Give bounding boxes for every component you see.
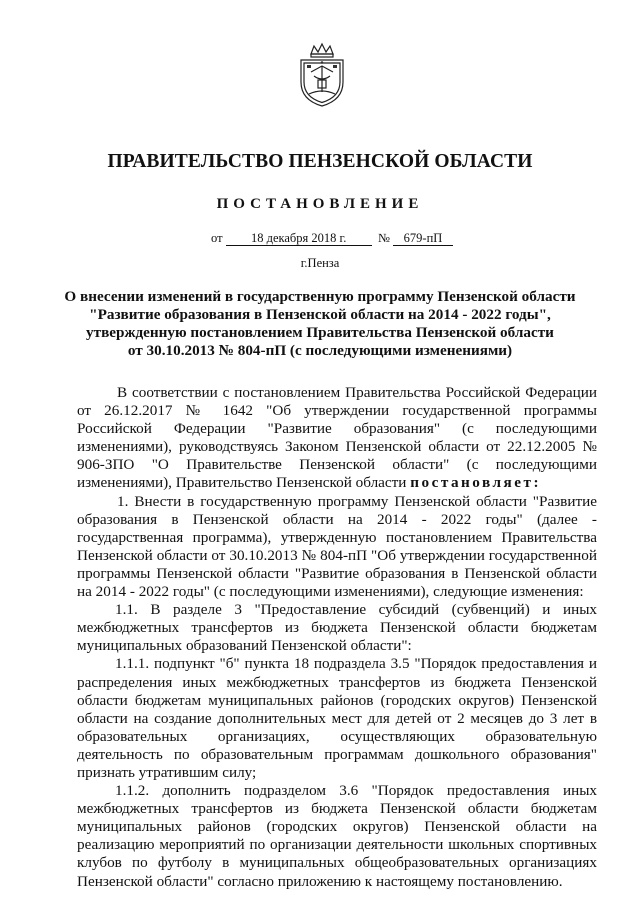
date-number-row (211, 231, 453, 246)
title-line: от 30.10.2013 № 804-пП (с последующими изменениями) (127, 342, 513, 359)
paragraph-item-1: 1. Внести в государственную программу Пензенской области "Развитие образования в Пензенской области на 2014 - 2022 годы" (далее - государственная программа), утвержденную постановлением Правительства Пензенской области от 30.10.2013 № 804-пП "Об утверждении государственной программы Пензенской области "Развитие образования в Пензенской области на 2014 - 2022 годы" (с последующими изменениями), следующие изменения: (77, 492, 597, 601)
document-type: ПОСТАНОВЛЕНИЕ (216, 196, 424, 212)
paragraph-item-1-1-1: 1.1.1. подпункт "б" пункта 18 подраздела 3.5 "Порядок предоставления и распределения иных межбюджетных трансфертов из бюджета Пензенской области бюджетам муниципальных районов (городских округов) Пензенской области на создание дополнительных мест для детей от 2 месяцев до 3 лет в образовательных организациях, осуществляющих образовательную деятельность по образовательным программам дошкольного образования" признать утратившим силу; (77, 655, 597, 781)
paragraph-preamble (77, 384, 597, 493)
title-line: "Развитие образования в Пензенской области на 2014 - 2022 годы", (89, 306, 551, 323)
date-prefix: от (211, 231, 223, 245)
title-line: утвержденную постановлением Правительства Пензенской области (86, 324, 554, 341)
resolves-word: постановляет: (410, 474, 542, 492)
document-title (60, 288, 580, 360)
city-name: г.Пенза (300, 256, 340, 270)
title-line: О внесении изменений в государственную программу Пензенской области (64, 288, 576, 305)
paragraph-item-1-1: 1.1. В разделе 3 "Предоставление субсидий (субвенций) и иных межбюджетных трансфертов из бюджета Пензенской области бюджетам муниципальных образований Пензенской области": (77, 601, 597, 655)
coat-of-arms-emblem (297, 42, 347, 108)
paragraph-item-1-1-2: 1.1.2. дополнить подразделом 3.6 "Порядок предоставления иных межбюджетных трансфертов из бюджета Пензенской области бюджетам муниципальных районов (городских округов) Пензенской области на реализацию мероприятий по организации деятельности школьных спортивных клубов по футболу в муниципальных общеобразовательных организациях Пензенской области" согласно приложению к настоящему постановлению. (77, 782, 597, 890)
number-prefix: № (377, 231, 390, 245)
document-date: 18 декабря 2018 г. (226, 231, 372, 246)
preamble-text: В соответствии с постановлением Правительства Российской Федерации от 26.12.2017 № 1642 "Об утверждении государственной программы Российской Федерации "Развитие образования" (с последующими изменениями), руководствуясь Законом Пензенской области от 22.12.2005 № 906-ЗПО "О Правительстве Пензенской области" (с последующими изменениями), Правительство Пензенской области (77, 384, 597, 492)
document-body (77, 384, 597, 891)
government-name: ПРАВИТЕЛЬСТВО ПЕНЗЕНСКОЙ ОБЛАСТИ (107, 151, 533, 172)
document-number: 679-пП (393, 231, 453, 246)
